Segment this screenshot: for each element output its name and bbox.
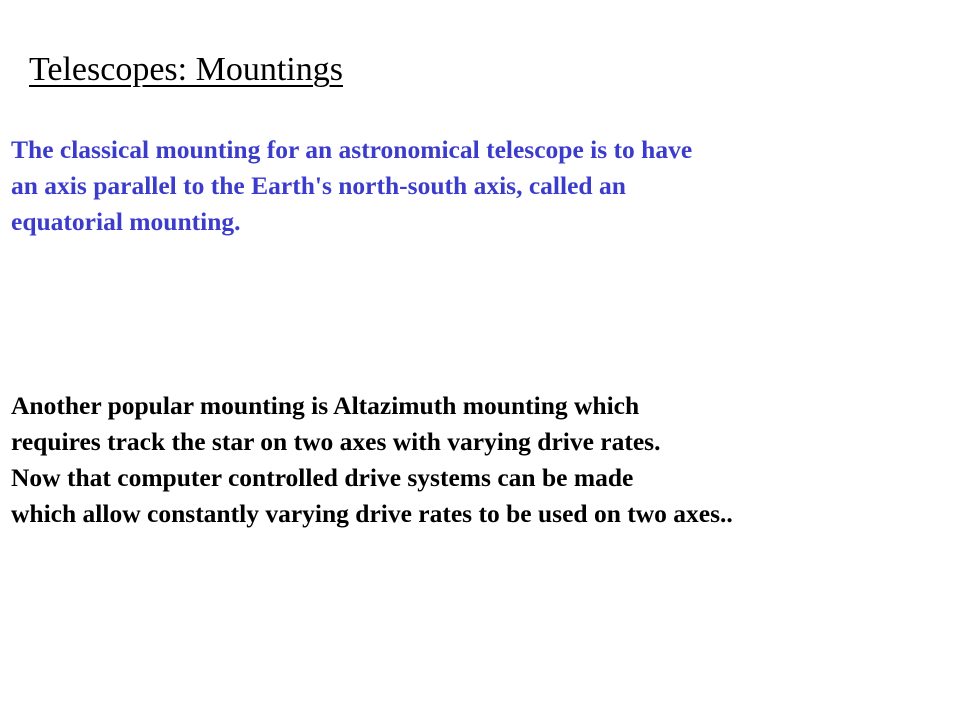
altazimuth-line: Now that computer controlled drive systems can be made <box>11 463 634 492</box>
equatorial-paragraph <box>11 132 692 240</box>
altazimuth-line: which allow constantly varying drive rates to be used on two axes.. <box>11 499 733 528</box>
equatorial-line: equatorial mounting. <box>11 207 241 236</box>
equatorial-line: an axis parallel to the Earth's north-south axis, called an <box>11 171 626 200</box>
slide-title: Telescopes: Mountings <box>29 51 343 88</box>
altazimuth-line: Another popular mounting is Altazimuth mounting which <box>11 391 640 420</box>
altazimuth-paragraph <box>11 388 733 532</box>
altazimuth-line: requires track the star on two axes with varying drive rates. <box>11 427 661 456</box>
equatorial-line: The classical mounting for an astronomical telescope is to have <box>11 135 693 164</box>
